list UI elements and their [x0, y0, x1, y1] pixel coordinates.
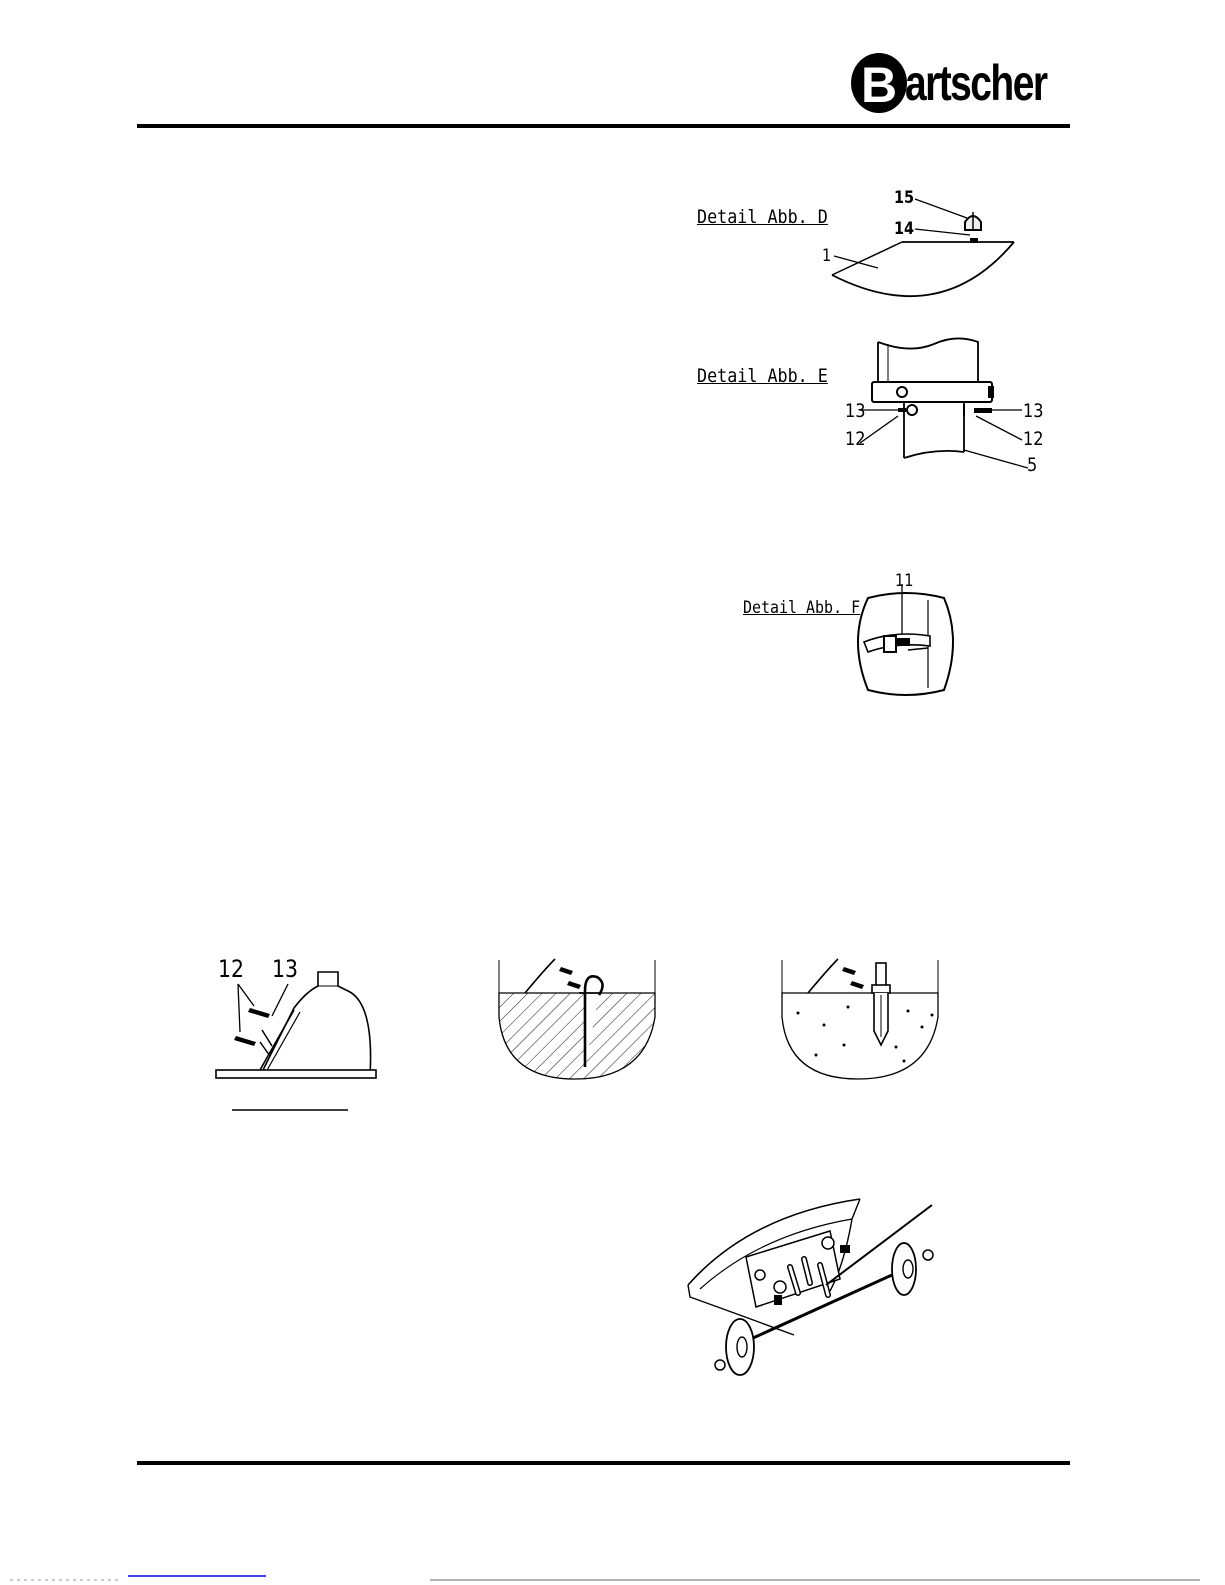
- callout-5: 5: [1027, 454, 1038, 476]
- callout-15: 15: [894, 188, 915, 208]
- callout-12-left: 12: [845, 428, 866, 450]
- ground-peg-drawing: [495, 955, 660, 1085]
- callout-11: 11: [895, 571, 914, 591]
- detail-e-label: Detail Abb. E: [697, 365, 828, 387]
- brand-logo-wordmark: artscher: [905, 55, 1047, 111]
- base-mount-drawing: [210, 955, 390, 1120]
- base-callout-13: 13: [272, 955, 298, 983]
- page-edge-strip: [0, 1572, 1225, 1585]
- detail-f-label: Detail Abb. F: [743, 598, 861, 618]
- wheel-kit-drawing: [680, 1195, 945, 1395]
- base-callout-12: 12: [218, 955, 244, 983]
- footer-rule: [137, 1461, 1070, 1465]
- callout-13-right: 13: [1023, 400, 1044, 422]
- callout-14: 14: [894, 219, 915, 239]
- brand-logo-badge: [850, 50, 910, 116]
- detail-e-drawing: [860, 330, 1040, 480]
- callout-12-right: 12: [1023, 428, 1044, 450]
- brand-logo-initial: B: [860, 57, 898, 113]
- header-rule: [137, 124, 1070, 128]
- detail-d-drawing: [820, 190, 1020, 310]
- detail-d-label: Detail Abb. D: [697, 206, 828, 228]
- anchor-bolt-drawing: [778, 955, 943, 1085]
- detail-f-drawing: [846, 590, 961, 700]
- callout-13-left: 13: [845, 400, 866, 422]
- callout-1: 1: [822, 246, 832, 266]
